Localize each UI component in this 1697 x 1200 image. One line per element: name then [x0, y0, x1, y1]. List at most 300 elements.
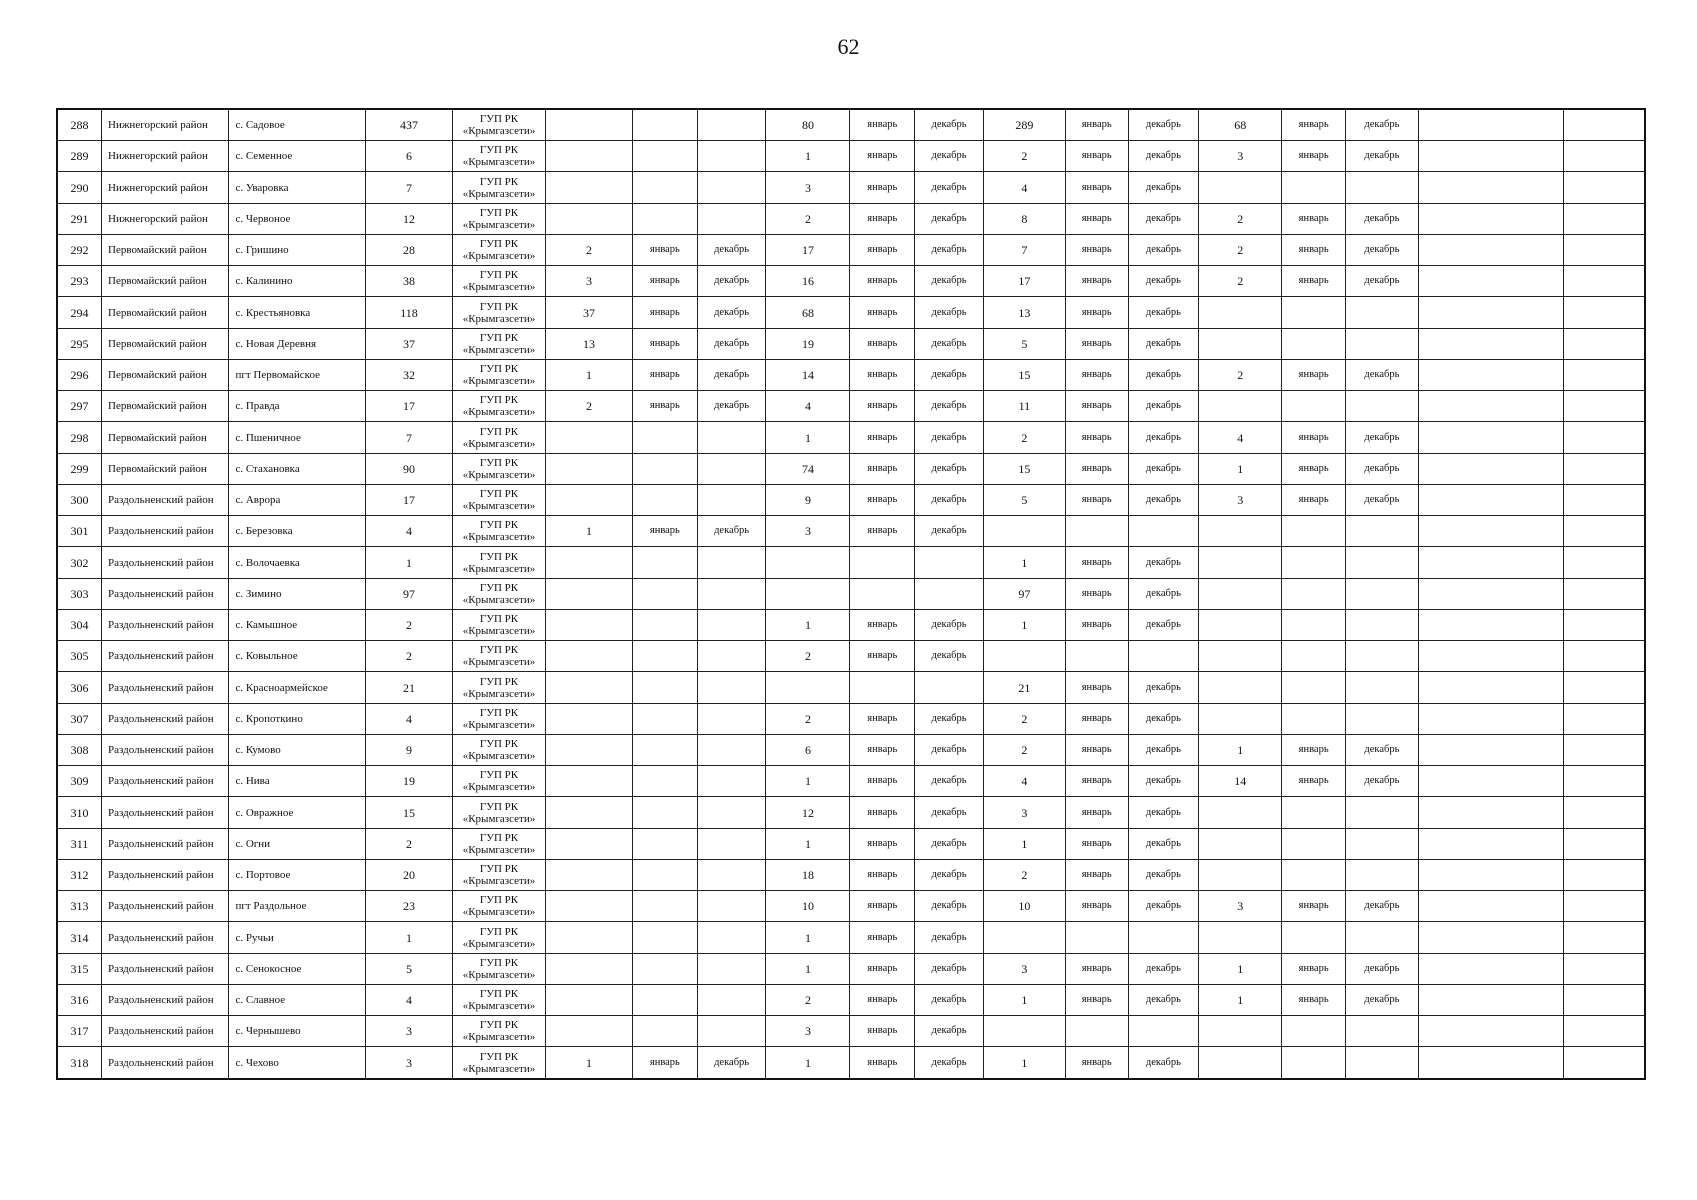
cell-stage1-count: 37	[546, 297, 633, 328]
cell-extra-1	[1418, 234, 1564, 265]
cell-district: Первомайский район	[102, 391, 229, 422]
cell-stage4-count	[1199, 859, 1282, 890]
cell-stage2-start: январь	[850, 422, 915, 453]
cell-district: Раздольненский район	[102, 797, 229, 828]
cell-stage4-count: 1	[1199, 453, 1282, 484]
table-row	[57, 1016, 1645, 1047]
cell-stage4-end	[1345, 797, 1418, 828]
cell-total-count: 1	[365, 922, 452, 953]
cell-settlement: с. Портовое	[229, 859, 366, 890]
cell-extra-1	[1418, 547, 1564, 578]
cell-stage2-end	[915, 578, 984, 609]
cell-stage2-end: декабрь	[915, 391, 984, 422]
cell-organization: ГУП РК «Крымгазсети»	[452, 984, 545, 1015]
cell-stage4-end	[1345, 641, 1418, 672]
cell-stage2-end: декабрь	[915, 297, 984, 328]
cell-stage1-start	[633, 203, 698, 234]
cell-stage3-end: декабрь	[1128, 422, 1199, 453]
cell-stage1-end	[697, 953, 766, 984]
cell-stage1-start	[633, 734, 698, 765]
cell-stage3-end	[1128, 922, 1199, 953]
cell-district: Раздольненский район	[102, 547, 229, 578]
table-row	[57, 641, 1645, 672]
cell-stage4-start: январь	[1282, 953, 1346, 984]
cell-stage4-start	[1282, 859, 1346, 890]
cell-stage3-start: январь	[1065, 297, 1128, 328]
cell-extra-2	[1564, 703, 1645, 734]
cell-stage2-start: январь	[850, 1016, 915, 1047]
table-row	[57, 734, 1645, 765]
cell-extra-1	[1418, 203, 1564, 234]
cell-stage4-end	[1345, 297, 1418, 328]
cell-extra-2	[1564, 234, 1645, 265]
cell-stage3-count: 2	[983, 703, 1065, 734]
cell-stage2-start: январь	[850, 172, 915, 203]
cell-stage3-start: январь	[1065, 734, 1128, 765]
cell-district: Раздольненский район	[102, 859, 229, 890]
cell-organization: ГУП РК «Крымгазсети»	[452, 953, 545, 984]
cell-settlement: с. Аврора	[229, 484, 366, 515]
table-row	[57, 891, 1645, 922]
cell-stage4-count: 68	[1199, 109, 1282, 141]
cell-district: Первомайский район	[102, 234, 229, 265]
cell-stage2-end: декабрь	[915, 1047, 984, 1079]
cell-stage1-start	[633, 172, 698, 203]
cell-stage2-count: 1	[766, 1047, 850, 1079]
cell-stage3-end: декабрь	[1128, 297, 1199, 328]
cell-stage2-end: декабрь	[915, 953, 984, 984]
cell-stage1-end	[697, 422, 766, 453]
cell-stage2-start: январь	[850, 734, 915, 765]
cell-stage2-end: декабрь	[915, 453, 984, 484]
cell-stage4-start	[1282, 1016, 1346, 1047]
cell-stage4-count	[1199, 641, 1282, 672]
cell-stage3-start: январь	[1065, 797, 1128, 828]
cell-extra-2	[1564, 547, 1645, 578]
cell-extra-1	[1418, 609, 1564, 640]
cell-stage3-count: 17	[983, 266, 1065, 297]
cell-stage1-count	[546, 859, 633, 890]
cell-stage4-end: декабрь	[1345, 766, 1418, 797]
cell-stage2-end: декабрь	[915, 203, 984, 234]
cell-stage3-end: декабрь	[1128, 391, 1199, 422]
cell-district: Первомайский район	[102, 297, 229, 328]
cell-stage2-count: 6	[766, 734, 850, 765]
cell-stage1-start	[633, 953, 698, 984]
cell-extra-1	[1418, 422, 1564, 453]
cell-stage2-count: 1	[766, 422, 850, 453]
cell-settlement: с. Кумово	[229, 734, 366, 765]
cell-extra-2	[1564, 172, 1645, 203]
cell-stage1-count: 2	[546, 391, 633, 422]
cell-stage4-count: 3	[1199, 141, 1282, 172]
cell-stage1-end	[697, 609, 766, 640]
cell-stage1-count	[546, 141, 633, 172]
cell-stage1-start	[633, 578, 698, 609]
cell-row-number: 288	[57, 109, 102, 141]
cell-stage2-start: январь	[850, 266, 915, 297]
cell-stage4-start: январь	[1282, 984, 1346, 1015]
cell-stage2-end: декабрь	[915, 641, 984, 672]
cell-stage2-start: январь	[850, 766, 915, 797]
cell-total-count: 23	[365, 891, 452, 922]
cell-stage1-end	[697, 453, 766, 484]
cell-total-count: 28	[365, 234, 452, 265]
table-row	[57, 172, 1645, 203]
cell-stage2-start: январь	[850, 359, 915, 390]
table-row	[57, 484, 1645, 515]
cell-stage2-end: декабрь	[915, 141, 984, 172]
cell-row-number: 293	[57, 266, 102, 297]
cell-organization: ГУП РК «Крымгазсети»	[452, 266, 545, 297]
cell-stage2-count: 1	[766, 828, 850, 859]
cell-row-number: 301	[57, 516, 102, 547]
gasification-schedule-table	[56, 108, 1646, 1080]
cell-stage1-end	[697, 828, 766, 859]
table-row	[57, 797, 1645, 828]
cell-stage3-start: январь	[1065, 984, 1128, 1015]
cell-organization: ГУП РК «Крымгазсети»	[452, 172, 545, 203]
cell-stage3-count: 21	[983, 672, 1065, 703]
cell-organization: ГУП РК «Крымгазсети»	[452, 547, 545, 578]
cell-stage3-start: январь	[1065, 1047, 1128, 1079]
cell-row-number: 306	[57, 672, 102, 703]
cell-stage3-end: декабрь	[1128, 359, 1199, 390]
cell-extra-1	[1418, 953, 1564, 984]
cell-organization: ГУП РК «Крымгазсети»	[452, 453, 545, 484]
page-number: 62	[837, 34, 860, 59]
cell-stage4-count: 1	[1199, 953, 1282, 984]
cell-stage2-start: январь	[850, 453, 915, 484]
cell-settlement: с. Чехово	[229, 1047, 366, 1079]
table-row	[57, 328, 1645, 359]
cell-stage3-end: декабрь	[1128, 734, 1199, 765]
cell-stage1-end	[697, 672, 766, 703]
cell-stage3-count: 2	[983, 422, 1065, 453]
table-row	[57, 766, 1645, 797]
cell-extra-2	[1564, 922, 1645, 953]
cell-stage1-count	[546, 203, 633, 234]
cell-stage2-start: январь	[850, 641, 915, 672]
cell-settlement: с. Правда	[229, 391, 366, 422]
cell-stage2-end: декабрь	[915, 1016, 984, 1047]
cell-extra-2	[1564, 453, 1645, 484]
cell-settlement: с. Нива	[229, 766, 366, 797]
cell-stage4-count	[1199, 609, 1282, 640]
cell-stage2-start: январь	[850, 141, 915, 172]
cell-extra-2	[1564, 828, 1645, 859]
cell-stage1-end: декабрь	[697, 1047, 766, 1079]
cell-stage1-end	[697, 703, 766, 734]
cell-extra-1	[1418, 484, 1564, 515]
cell-stage1-start	[633, 547, 698, 578]
cell-extra-2	[1564, 984, 1645, 1015]
table-row	[57, 297, 1645, 328]
cell-stage4-count: 14	[1199, 766, 1282, 797]
table-row	[57, 672, 1645, 703]
cell-stage3-end: декабрь	[1128, 984, 1199, 1015]
cell-stage4-end: декабрь	[1345, 359, 1418, 390]
cell-row-number: 290	[57, 172, 102, 203]
cell-stage1-start	[633, 641, 698, 672]
cell-total-count: 90	[365, 453, 452, 484]
cell-stage1-count	[546, 547, 633, 578]
cell-organization: ГУП РК «Крымгазсети»	[452, 672, 545, 703]
cell-stage1-start	[633, 766, 698, 797]
table-row	[57, 1047, 1645, 1079]
table-body	[57, 109, 1645, 1079]
cell-extra-2	[1564, 141, 1645, 172]
cell-stage2-end: декабрь	[915, 172, 984, 203]
cell-stage3-end: декабрь	[1128, 453, 1199, 484]
cell-organization: ГУП РК «Крымгазсети»	[452, 641, 545, 672]
cell-stage1-start: январь	[633, 297, 698, 328]
cell-organization: ГУП РК «Крымгазсети»	[452, 828, 545, 859]
cell-settlement: с. Славное	[229, 984, 366, 1015]
cell-stage1-start: январь	[633, 234, 698, 265]
cell-district: Раздольненский район	[102, 984, 229, 1015]
table-row	[57, 109, 1645, 141]
cell-stage4-count	[1199, 1016, 1282, 1047]
cell-stage3-end: декабрь	[1128, 328, 1199, 359]
cell-extra-2	[1564, 797, 1645, 828]
cell-stage2-start: январь	[850, 516, 915, 547]
cell-total-count: 37	[365, 328, 452, 359]
cell-stage1-start	[633, 797, 698, 828]
cell-stage1-end	[697, 578, 766, 609]
cell-organization: ГУП РК «Крымгазсети»	[452, 1047, 545, 1079]
cell-stage2-end: декабрь	[915, 766, 984, 797]
cell-district: Раздольненский район	[102, 891, 229, 922]
cell-total-count: 3	[365, 1016, 452, 1047]
cell-stage4-count	[1199, 797, 1282, 828]
cell-stage1-count	[546, 828, 633, 859]
cell-row-number: 289	[57, 141, 102, 172]
cell-settlement: с. Зимино	[229, 578, 366, 609]
cell-stage4-end	[1345, 609, 1418, 640]
cell-extra-2	[1564, 734, 1645, 765]
cell-stage2-end: декабрь	[915, 609, 984, 640]
cell-row-number: 304	[57, 609, 102, 640]
cell-stage2-end: декабрь	[915, 234, 984, 265]
cell-stage1-count	[546, 422, 633, 453]
cell-stage3-end: декабрь	[1128, 234, 1199, 265]
cell-stage2-end: декабрь	[915, 266, 984, 297]
cell-stage1-count: 1	[546, 1047, 633, 1079]
cell-total-count: 15	[365, 797, 452, 828]
cell-stage2-count: 18	[766, 859, 850, 890]
cell-stage2-start	[850, 672, 915, 703]
cell-stage4-end	[1345, 578, 1418, 609]
cell-stage1-count	[546, 172, 633, 203]
cell-row-number: 296	[57, 359, 102, 390]
cell-stage3-count: 1	[983, 1047, 1065, 1079]
cell-row-number: 307	[57, 703, 102, 734]
cell-extra-2	[1564, 641, 1645, 672]
cell-district: Раздольненский район	[102, 484, 229, 515]
cell-total-count: 97	[365, 578, 452, 609]
cell-stage2-end: декабрь	[915, 797, 984, 828]
cell-settlement: с. Крестьяновка	[229, 297, 366, 328]
cell-stage2-start: январь	[850, 391, 915, 422]
cell-stage4-count	[1199, 297, 1282, 328]
cell-stage3-count: 1	[983, 828, 1065, 859]
cell-stage3-start: январь	[1065, 484, 1128, 515]
cell-total-count: 20	[365, 859, 452, 890]
cell-district: Раздольненский район	[102, 516, 229, 547]
cell-extra-2	[1564, 1016, 1645, 1047]
cell-extra-1	[1418, 141, 1564, 172]
cell-district: Раздольненский район	[102, 922, 229, 953]
cell-stage4-end: декабрь	[1345, 453, 1418, 484]
cell-stage1-end	[697, 922, 766, 953]
cell-total-count: 5	[365, 953, 452, 984]
cell-stage1-count	[546, 703, 633, 734]
cell-row-number: 311	[57, 828, 102, 859]
cell-district: Нижнегорский район	[102, 109, 229, 141]
cell-stage3-count: 3	[983, 953, 1065, 984]
cell-stage1-start	[633, 422, 698, 453]
cell-row-number: 297	[57, 391, 102, 422]
cell-stage2-end	[915, 672, 984, 703]
cell-extra-1	[1418, 578, 1564, 609]
cell-stage4-start	[1282, 391, 1346, 422]
cell-row-number: 314	[57, 922, 102, 953]
cell-settlement: с. Новая Деревня	[229, 328, 366, 359]
cell-stage2-count: 17	[766, 234, 850, 265]
cell-stage4-end	[1345, 672, 1418, 703]
cell-stage1-start	[633, 109, 698, 141]
cell-stage4-end	[1345, 1047, 1418, 1079]
cell-stage2-start: январь	[850, 859, 915, 890]
cell-stage3-count: 1	[983, 609, 1065, 640]
cell-extra-2	[1564, 328, 1645, 359]
cell-stage2-start: январь	[850, 828, 915, 859]
cell-district: Раздольненский район	[102, 1047, 229, 1079]
cell-stage3-start: январь	[1065, 109, 1128, 141]
cell-organization: ГУП РК «Крымгазсети»	[452, 578, 545, 609]
cell-stage1-start	[633, 484, 698, 515]
cell-stage2-count: 1	[766, 609, 850, 640]
cell-stage3-start: январь	[1065, 172, 1128, 203]
cell-stage2-end: декабрь	[915, 859, 984, 890]
cell-stage1-count	[546, 1016, 633, 1047]
cell-settlement: с. Уваровка	[229, 172, 366, 203]
cell-stage2-count: 80	[766, 109, 850, 141]
cell-stage4-end: декабрь	[1345, 484, 1418, 515]
cell-stage4-count	[1199, 516, 1282, 547]
cell-row-number: 309	[57, 766, 102, 797]
cell-stage1-end: декабрь	[697, 391, 766, 422]
cell-extra-2	[1564, 891, 1645, 922]
cell-total-count: 17	[365, 484, 452, 515]
table-row	[57, 547, 1645, 578]
cell-extra-1	[1418, 766, 1564, 797]
cell-stage4-end	[1345, 922, 1418, 953]
cell-stage1-start	[633, 891, 698, 922]
cell-stage1-end	[697, 891, 766, 922]
cell-stage1-start	[633, 141, 698, 172]
cell-stage2-end: декабрь	[915, 328, 984, 359]
cell-stage3-end: декабрь	[1128, 953, 1199, 984]
cell-settlement: с. Огни	[229, 828, 366, 859]
cell-stage4-end: декабрь	[1345, 141, 1418, 172]
cell-stage2-count: 74	[766, 453, 850, 484]
cell-stage3-count: 10	[983, 891, 1065, 922]
cell-stage2-count: 2	[766, 984, 850, 1015]
cell-extra-2	[1564, 266, 1645, 297]
cell-extra-2	[1564, 109, 1645, 141]
cell-stage1-count	[546, 109, 633, 141]
cell-extra-2	[1564, 953, 1645, 984]
cell-extra-2	[1564, 609, 1645, 640]
cell-stage4-end	[1345, 828, 1418, 859]
cell-stage3-end: декабрь	[1128, 766, 1199, 797]
cell-total-count: 118	[365, 297, 452, 328]
cell-settlement: с. Червоное	[229, 203, 366, 234]
cell-district: Раздольненский район	[102, 766, 229, 797]
cell-district: Первомайский район	[102, 422, 229, 453]
cell-stage4-start	[1282, 703, 1346, 734]
cell-stage4-end	[1345, 1016, 1418, 1047]
cell-settlement: с. Чернышево	[229, 1016, 366, 1047]
cell-extra-1	[1418, 703, 1564, 734]
cell-stage1-count	[546, 453, 633, 484]
cell-stage1-start	[633, 1016, 698, 1047]
table-row	[57, 359, 1645, 390]
cell-stage3-count: 13	[983, 297, 1065, 328]
cell-stage4-count: 3	[1199, 484, 1282, 515]
cell-stage2-start: январь	[850, 297, 915, 328]
cell-stage3-end: декабрь	[1128, 891, 1199, 922]
cell-district: Первомайский район	[102, 453, 229, 484]
cell-stage4-start: январь	[1282, 766, 1346, 797]
cell-stage1-end: декабрь	[697, 359, 766, 390]
cell-total-count: 19	[365, 766, 452, 797]
cell-district: Нижнегорский район	[102, 203, 229, 234]
cell-stage2-start: январь	[850, 953, 915, 984]
cell-stage2-start: январь	[850, 891, 915, 922]
cell-total-count: 2	[365, 641, 452, 672]
cell-stage1-count	[546, 797, 633, 828]
cell-stage1-end	[697, 141, 766, 172]
cell-total-count: 437	[365, 109, 452, 141]
cell-total-count: 2	[365, 609, 452, 640]
cell-extra-1	[1418, 984, 1564, 1015]
cell-stage1-start	[633, 828, 698, 859]
cell-district: Первомайский район	[102, 328, 229, 359]
cell-stage3-start: январь	[1065, 859, 1128, 890]
cell-stage1-end: декабрь	[697, 516, 766, 547]
cell-stage3-start: январь	[1065, 703, 1128, 734]
cell-organization: ГУП РК «Крымгазсети»	[452, 766, 545, 797]
cell-stage3-count: 5	[983, 484, 1065, 515]
cell-stage4-count: 1	[1199, 984, 1282, 1015]
cell-stage3-end: декабрь	[1128, 828, 1199, 859]
cell-stage3-count: 11	[983, 391, 1065, 422]
cell-extra-1	[1418, 266, 1564, 297]
cell-stage1-end	[697, 1016, 766, 1047]
cell-stage2-count: 2	[766, 641, 850, 672]
cell-settlement: с. Гришино	[229, 234, 366, 265]
cell-total-count: 21	[365, 672, 452, 703]
cell-stage2-count: 14	[766, 359, 850, 390]
cell-settlement: с. Ковыльное	[229, 641, 366, 672]
cell-stage3-count: 1	[983, 547, 1065, 578]
cell-stage3-end: декабрь	[1128, 141, 1199, 172]
cell-stage2-count	[766, 578, 850, 609]
table-row	[57, 234, 1645, 265]
